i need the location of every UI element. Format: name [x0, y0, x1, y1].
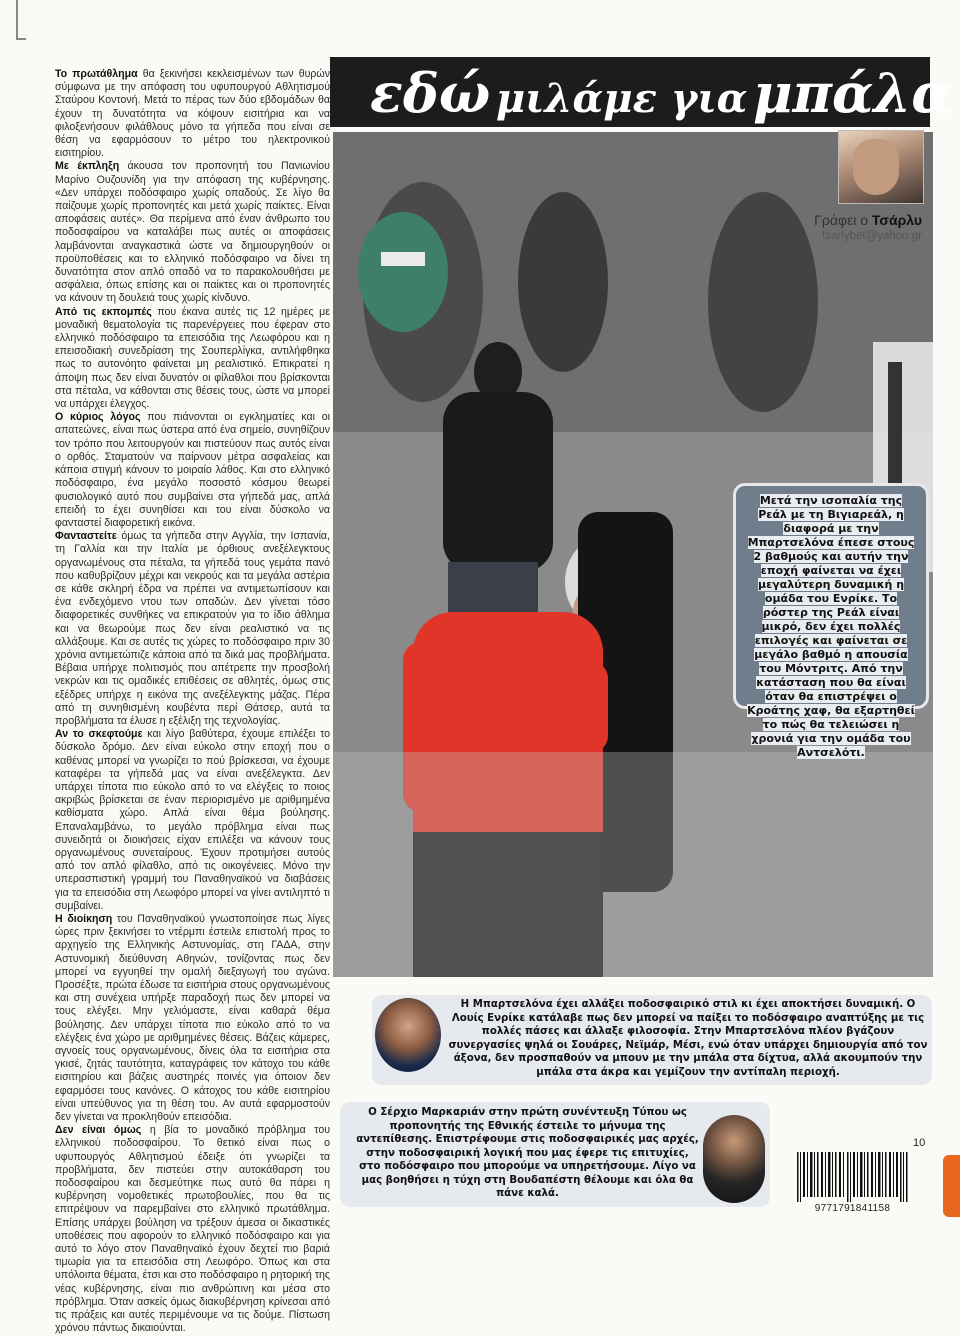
paragraph-2: Με έκπληξη άκουσα τον προπονητή του Πανιωνίου Μαρίνο Ουζουνίδη για την απόφαση της κυβέρνησης. «Δεν υπάρχει ποδόσφαιρο χωρίς οπαδούς. Σε λίγο θα παίζουμε χωρίς προπονητές και μετά χωρίς παίκτες. Είναι αποφάσεις αυτές». Θα περίμενα από έναν άνθρωπο του ποδοσφαίρου να καταλάβει πως αυτές οι αποφάσεις λαμβάνονται αναγκαστικά ώστε να δημιουργηθούν οι προϋποθέσεις και το ελληνικό ποδόσφαιρο να δίνει τη δυνατότητα στον απλό οπαδό να το παρακολουθήσει με ασφάλεια, όπως επίσης και οι παίκτες και οι προπονητές να κάνουν τη δουλειά τους χωρίς κίνδυνο. — [55, 160, 330, 305]
issue-number: 10 — [913, 1137, 926, 1149]
author-photo — [838, 130, 924, 204]
lead-word: Από τις εκπομπές — [55, 305, 152, 318]
lead-word: Το πρωτάθλημα — [55, 68, 138, 80]
article-column — [55, 68, 331, 1335]
lead-word: Με έκπληξη — [55, 160, 120, 173]
author-face — [853, 139, 899, 195]
crop-mark — [16, 38, 26, 40]
lead-word: Δεν είναι όμως — [55, 1124, 142, 1137]
lead-word: Αν το σκεφτούμε — [55, 728, 143, 741]
author-name: Τσάρλυ — [871, 212, 922, 228]
section-tab — [943, 1155, 960, 1217]
lead-word: Η διοίκηση — [55, 913, 113, 925]
enrique-photo — [375, 998, 441, 1072]
header-word: μπάλα — [752, 61, 953, 125]
lead-word: Φανταστείτε — [55, 530, 117, 543]
real-madrid-callout — [733, 483, 929, 759]
column-header — [330, 57, 953, 127]
paragraph-3: Από τις εκπομπές που έκανα αυτές τις 12 ημέρες με μοναδική θεματολογία τις παρενέργειες που έφεραν στο ελληνικό ποδόσφαιρο τα επεισόδια της Λεωφόρου και η επεισοδιακή συνεδρίαση της Σουπερλίγκα, αντιλήφθηκα πως το αυτονόητο φαίνεται μη ρεαλιστικό. Επικρατεί η άποψη πως δεν είναι δυνατόν οι φίλαθλοι που βρίσκονται στα πέταλα, να κάθονται στις θέσεις τους, ώστε να μπορεί να υπάρχει έλεγχος. — [55, 305, 331, 411]
barcelona-callout-text: Η Μπαρτσελόνα έχει αλλάξει ποδοσφαιρικό στιλ κι έχει αποκτήσει δυναμική. Ο Λουίς Ενρίκε κατάλαβε πως δεν μπορεί να παίξει το ποδόσφαιρο αναπτύξης με τις πολλές πάσες και άλλαξε φιλοσοφία. Στην Μπαρτσελόνα πλέον βγάζουν συνεργασίες ψηλά οι Σουάρες, Νεϊμάρ, Μέσι, ενώ όταν υπάρχει δημιουργία από τον άξονα, δεν προσπαθούν να μπουν με την μπάλα στα δίχτυα, αλλά ακουμπούν την μπάλα στα άκρα και γεμίζουν την αντίπαλη περιοχή. — [448, 999, 928, 1078]
barcode-number: 9771791841158 — [814, 1203, 891, 1214]
author-byline: Γράφει ο Τσάρλυ — [814, 212, 922, 228]
crop-mark — [16, 0, 18, 40]
markarian-callout-text: Ο Σέρχιο Μαρκαριάν στην πρώτη συνέντευξη Τύπου ως προπονητής της Εθνικής έστειλε το μήνυμα της αντεπίθεσης. Επιστρέφουμε στις ποδοσφαιρικές μας αρχές, στην ποδοσφαιρική λογική που μας έφερε τις επιτυχίες, στο ποδόσφαιρο που μπορούμε να υπηρετήσουμε. Λίγο να μας βοηθήσει η τύχη στη Βουδαπέστη θέλουμε και όλα θα πάνε καλά. — [356, 1107, 699, 1199]
header-word: μιλάμε για — [495, 75, 748, 122]
paragraph-5: Φανταστείτε όμως τα γήπεδα στην Αγγλία, την Ισπανία, τη Γαλλία και την Ιταλία με όρθιους ανεξέλεγκτους οργανωμένους στα πέταλα, τα γήπεδά τους γεμάτα πανό που καθυβρίζουν μέχρι και νεκρούς και τα μεγάλα αστέρια σε κάθε σκληρή έδρα να πρέπει να αντιμετωπίσουν και ένα ενδεχόμενο ντου των οπαδών. Δεν γίνεται τόσο διαφορετικές συνθήκες να επικρατούν για το ίδιο άθλημα και να θεωρούμε πως δεν είναι ρεαλιστικό να τις αλλάξουμε. Και σε αυτές τις χώρες το ποδόσφαιρο πριν 30 χρόνια αντιμετώπιζε κάποια από τα δικά μας προβλήματα. Βέβαια υπήρχε πολιτισμός που απέτρεπε την προσβολή νεκρών και τις ομαδικές επιθέσεις σε αθλητές, όμως στις εξέδρες υπήρχε η εικόνα της ανεξέλεγκτης μάζας. Πέρα από τη συνηθισμένη κουβέντα περί Θάτσερ, αυτά τα προβλήματα τα έλυσε η εξέλιξη της τεχνολογίας. — [55, 530, 330, 727]
paragraph-6: Αν το σκεφτούμε και λίγο βαθύτερα, έχουμε επιλέξει το δύσκολο δρόμο. Δεν είναι εύκολο στην εποχή που ο καθένας μπορεί να γνωρίζει το πού βρίσκεσαι, να έχουμε καταφέρει τα γήπεδά μας να είναι ανεξέλεγκτα. Δεν υπάρχει τίποτα πιο εύκολο από το να ελέγξεις το ποιος ακριβώς βρίσκεται σε έναν περιορισμένο με αριθμημένα καθίσματα χώρο. Απλά είναι θέμα βούλησης. Επαναλαμβάνω, το μεγάλο πρόβλημα είναι πως συνειδητά οι διοικήσεις είχαν επιλέξει να κάνουν τους οργανωμένους συνεταίρους. Έχουν προτιμήσει αυτούς από τον απλό φίλαθλο, από τις οικογένειες. Μόνο την υπερασπιστική γραμμή του Παναθηναϊκού να διαβάσεις για τα επεισόδια στη Λεωφόρο μπορεί να γίνει αντιληπτό τι συμβαίνει. — [55, 728, 330, 912]
paragraph-8: Δεν είναι όμως η βία το μοναδικό πρόβλημα του ελληνικού ποδοσφαίρου. Το θετικό είναι πως ο υφυπουργός Αθλητισμού έδειξε ότι γνωρίζει τα προβλήματα, δεν πιστεύει στην αυτοκάθαρση του ποδοσφαίρου και δεσμεύτηκε πως αυτό θα πάρει η κυβέρνηση νομοθετικές πρωτοβουλίες, που θα τις επιτρέψουν να παρεμβαίνει στο ελληνικό πρωτάθλημα. Επίσης υπάρχει βούληση να τρέξουν άμεσα οι δικαστικές υποθέσεις που αφορούν το ελληνικό ποδόσφαιρο και για αυτό το λόγο στον Παναθηναϊκό έχουν δεχτεί πιο βαριά τιμωρία για τα επεισόδια στη Λεωφόρο. Όπως και στα υπόλοιπα θέματα, έτσι και στο ποδόσφαιρο η ρητορική της νέας κυβέρνησης, είναι πιο ανθρώπινη και μέσα στο πρόβλημα. Όταν ασκείς όμως διακυβέρνηση κρίνεσαι από τις πράξεις και αυτές περιμένουμε να τις δούμε. Πίστωση χρόνου πάντως δικαιούνται. — [55, 1124, 331, 1335]
callout-text: Μετά την ισοπαλία της Ρεάλ με τη Βιγιαρεάλ, η διαφορά με την Μπαρτσελόνα έπεσε στους 2 βαθμούς και αυτήν την εποχή φαίνεται να έχει μεγαλύτερη δυναμική η ομάδα του Ενρίκε. Το ρόστερ της Ρεάλ είναι μικρό, δεν έχει πολλές επιλογές και φαίνεται σε μεγάλο βαθμό η απουσία του Μόντριτς. Από την κατάσταση που θα είναι όταν θα επιστρέψει ο Κροάτης χαφ, θα εξαρτηθεί το πώς θα τελειώσει η χρονιά για την ομάδα του Αντσελότι. — [747, 494, 915, 759]
lead-word: Ο κύριος λόγος — [55, 411, 141, 424]
author-email[interactable]: tsarlybet@yahoo.gr — [822, 230, 922, 242]
paragraph-4: Ο κύριος λόγος που πιάνονται οι εγκληματίες και οι απατεώνες, είναι πως ύστερα από ένα σημείο, συνηθίζουν τον τρόπο που λειτουργούν και πιστεύουν πως αυτός είναι ο ορθός. Σταματούν να παίρνουν μέτρα ασφαλείας και κάποια στιγμή κάνουν το μοιραίο λάθος. Και στο ελληνικό ποδόσφαιρο, ένα μεγάλο ποσοστό κόσμου θεωρεί φυσιολογικό αυτό που συμβαίνει στα γήπεδά μας, απλά επειδή το έχει συνηθίσει και του είναι δύσκολο να φανταστεί διαφορετική εικόνα. — [55, 411, 330, 529]
markarian-photo — [703, 1115, 765, 1203]
header-title — [370, 61, 953, 125]
paragraph-1: Το πρωτάθλημα θα ξεκινήσει κεκλεισμένων των θυρών σύμφωνα με την απόφαση του υφυπουργού Αθλητισμού Σταύρου Κοντονή. Μετά το πέρας των δύο εβδομάδων θα έχουν τη δυνατότητα να κόψουν εισιτήρια και να φιλοξενήσουν φιλάθλους μόνο τα γήπεδα που είναι σε θέση να εφαρμόσουν το μέτρο του ηλεκτρονικού εισιτηρίου. — [55, 68, 330, 160]
barcode-icon — [795, 1152, 910, 1202]
paragraph-7: Η διοίκηση του Παναθηναϊκού γνωστοποίησε πως λίγες ώρες πριν ξεκινήσει το ντέρμπι έστειλε επιστολή προς το αρχηγείο της Ελληνικής Αστυνομίας, στη ΓΑΔΑ, στην Αστυνομική διεύθυνση Αθηνών, τονίζοντας πως δεν μπορεί να εγγυηθεί την ομαλή διεξαγωγή του αγώνα. Προσέξτε, πρώτα έδωσε τα εισιτήρια στους οργανωμένους και στη συνέχεια υπήρξε παραδοχή πως δεν μπορεί να τους ελέγξει. Μην γελιόμαστε, είναι καθαρά θέμα βούλησης. Δεν υπάρχει τίποτα πιο εύκολο από το να ελέγξεις ένα χώρο με αριθμημένες θέσεις. Βάζεις κάμερες, αγνοείς τους οργανωμένους, δίνεις όλα τα εισιτήρια στα γκισέ, ζητάς ταυτότητα, καταγράφεις τον κάτοχο του κάθε εισιτηρίου και βάζεις αυστηρές ποινές για όποιον δεν εφαρμόσει τους κανόνες. Ο κάτοχος του κάθε εισιτηρίου είναι υπεύθυνος για τη θέση του. Αν αυτά εφαρμοστούν δεν γίνεται να προκληθούν επεισόδια. — [55, 913, 330, 1124]
header-word: εδώ — [370, 61, 491, 125]
